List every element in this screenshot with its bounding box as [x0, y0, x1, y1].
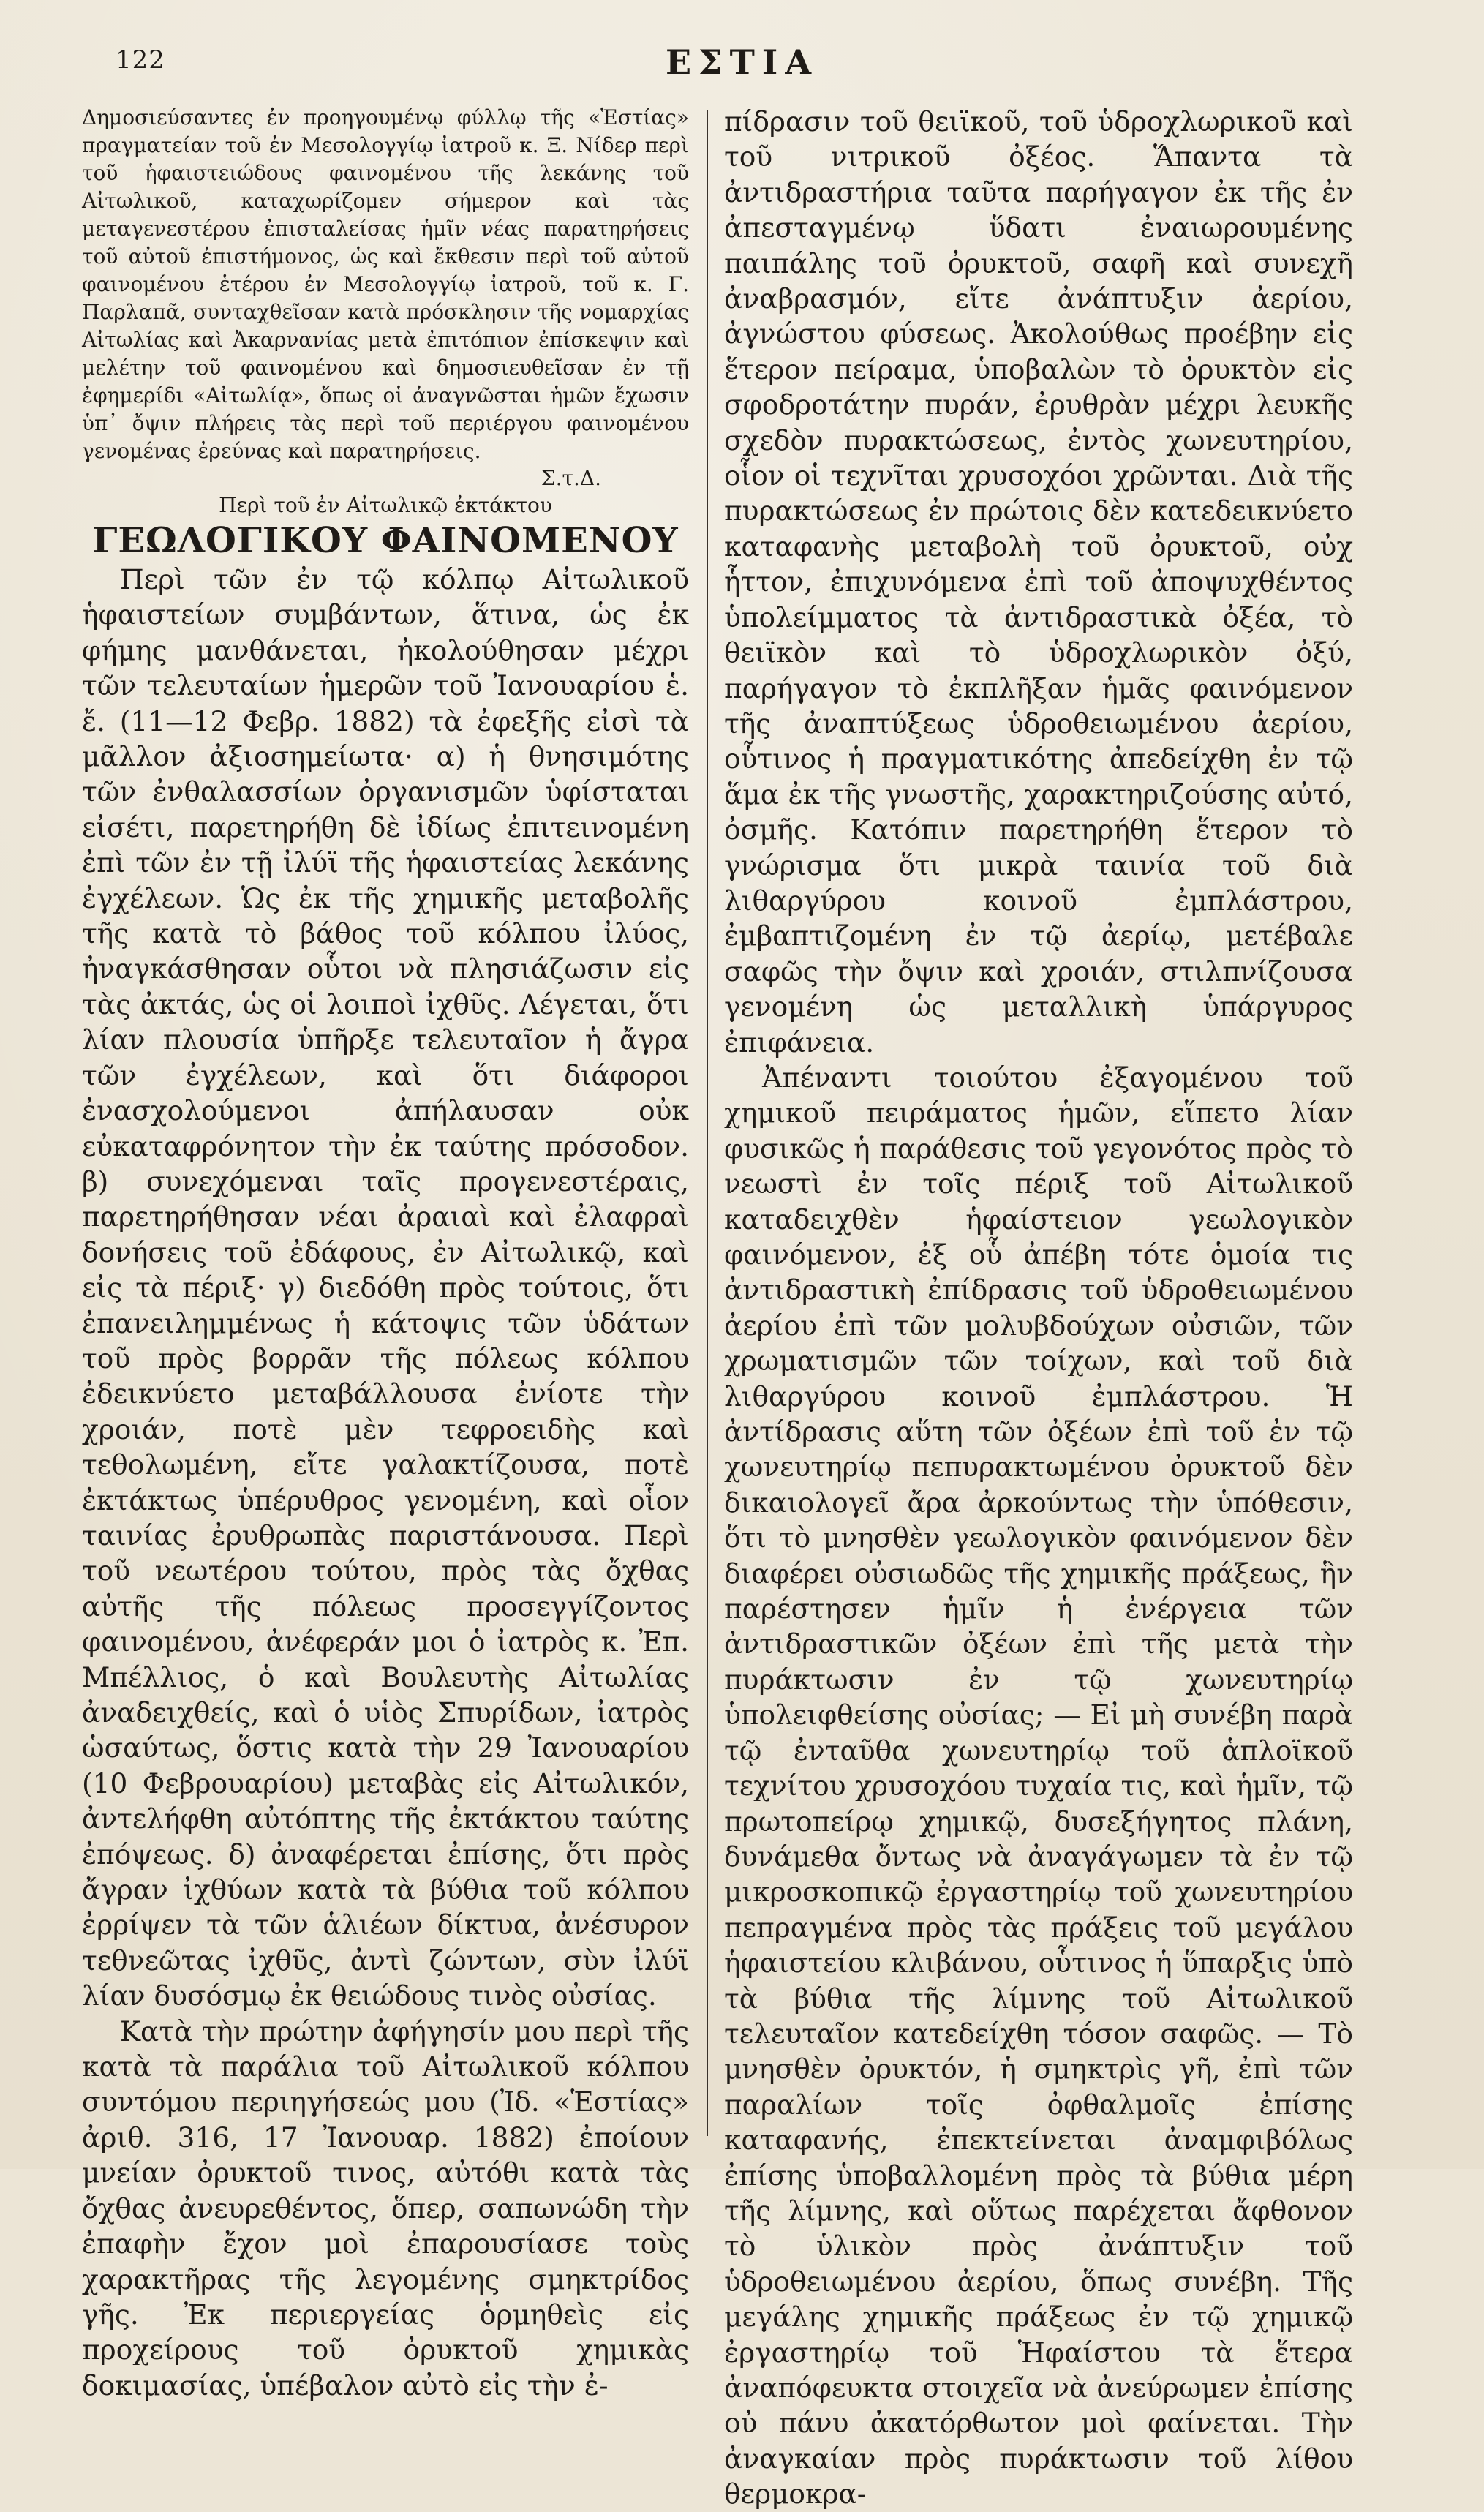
page-number: 122 [116, 45, 165, 75]
article-paragraph: Ἀπέναντι τοιούτου ἐξαγομένου τοῦ χημικοῦ πειράματος ἡμῶν, εἵπετο λίαν φυσικῶς ἡ παράθεσις τοῦ γεγονότος πρὸς τὸ νεωστὶ ἐν τοῖς πέριξ τοῦ Αἰτωλικοῦ καταδειχθὲν ἡφαίστειον γεωλογικὸν φαινόμενον, ἐξ οὗ ἀπέβη τότε ὁμοία τις ἀντιδραστικὴ ἐπίδρασις τοῦ ὑδροθειωμένου ἀερίου ἐπὶ τῶν μολυβδούχων οὐσιῶν, τῶν χρωματισμῶν τῶν τοίχων, καὶ τοῦ διὰ λιθαργύρου κοινοῦ ἐμπλάστρου. Ἡ ἀντίδρασις αὕτη τῶν ὀξέων ἐπὶ τοῦ ἐν τῷ χωνευτηρίῳ πεπυρακτωμένου ὀρυκτοῦ δὲν δικαιολογεῖ ἄρα ἀρκούντως τὴν ὑπόθεσιν, ὅτι τὸ μνησθὲν γεωλογικὸν φαινόμενον δὲν διαφέρει οὐσιωδῶς τῆς χημικῆς πράξεως, ἣν παρέστησεν ἡμῖν ἡ ἐνέργεια τῶν ἀντιδραστικῶν ὀξέων ἐπὶ τῆς μετὰ τὴν πυράκτωσιν ἐν τῷ χωνευτηρίῳ ὑπολειφθείσης οὐσίας; — Εἰ μὴ συνέβη παρὰ τῷ ἐνταῦθα χωνευτηρίῳ τοῦ ἁπλοϊκοῦ τεχνίτου χρυσοχόου τυχαία τις, καὶ ἡμῖν, τῷ πρωτοπείρῳ χημικῷ, δυσεξήγητος πλάνη, δυνάμεθα ὄντως νὰ ἀναγάγωμεν τὰ ἐν τῷ μικροσκοπικῷ ἐργαστηρίῳ τοῦ χωνευτηρίου πεπραγμένα πρὸς τὰς πράξεις τοῦ μεγάλου ἡφαιστείου κλιβάνου, οὗτινος ἡ ὕπαρξις ὑπὸ τὰ βύθια τῆς λίμνης τοῦ Αἰτωλικοῦ τελευταῖον κατεδείχθη τόσον σαφῶς. — Τὸ μνησθὲν ὀρυκτόν, ἡ σμηκτρὶς γῆ, ἐπὶ τῶν παραλίων τοῖς ὀφθαλμοῖς ἐπίσης καταφανής, ἐπεκτείνεται ἀναμφιβόλως ἐπίσης ὑποβαλλομένη πρὸς τὰ βύθια μέρη τῆς λίμνης, καὶ οὕτως παρέχεται ἄφθονον τὸ ὑλικὸν πρὸς ἀνάπτυξιν τοῦ ὑδροθειωμένου ἀερίου, ὅπως συνέβη. Τῆς μεγάλης χημικῆς πράξεως ἐν τῷ χημικῷ ἐργαστηρίῳ τοῦ Ἡφαίστου τὰ ἕτερα ἀναπόφευκτα στοιχεῖα νὰ ἀνεύρωμεν ἐπίσης οὐ πάνυ ἀκατόρθωτον μοὶ φαίνεται. Τὴν ἀναγκαίαν πρὸς πυράκτωσιν τοῦ λίθου θερμοκρα- [724, 1061, 1353, 2511]
masthead-title: ΕΣΤΙΑ [665, 42, 819, 82]
right-column [724, 104, 1353, 2511]
left-column [82, 104, 689, 2402]
editorial-signature: Σ.τ.Δ. [541, 466, 601, 490]
article-paragraph: Κατὰ τὴν πρώτην ἀφήγησίν μου περὶ τῆς κατὰ τὰ παράλια τοῦ Αἰτωλικοῦ κόλπου συντόμου περιηγήσεώς μου (Ἰδ. «Ἑστίας» ἀριθ. 316, 17 Ἰανουαρ. 1882) ἐποίουν μνείαν ὀρυκτοῦ τινος, αὐτόθι κατὰ τὰς ὄχθας ἀνευρεθέντος, ὅπερ, σαπωνώδη τὴν ἐπαφὴν ἔχον μοὶ ἐπαρουσίασε τοὺς χαρακτῆρας τῆς λεγομένης σμηκτρίδος γῆς. Ἐκ περιεργείας ὁρμηθεὶς εἰς προχείρους τοῦ ὀρυκτοῦ χημικὰς δοκιμασίας, ὑπέβαλον αὐτὸ εἰς τὴν ἐ- [82, 2015, 689, 2402]
article-paragraph: πίδρασιν τοῦ θειϊκοῦ, τοῦ ὑδροχλωρικοῦ καὶ τοῦ νιτρικοῦ ὀξέος. Ἅπαντα τὰ ἀντιδραστήρια ταῦτα παρήγαγον ἐκ τῆς ἐν ἀπεσταγμένῳ ὕδατι ἐναιωρουμένης παιπάλης τοῦ ὀρυκτοῦ, σαφῆ καὶ συνεχῆ ἀναβρασμόν, εἴτε ἀνάπτυξιν ἀερίου, ἀγνώστου φύσεως. Ἀκολούθως προέβην εἰς ἕτερον πείραμα, ὑποβαλὼν τὸ ὀρυκτὸν εἰς σφοδροτάτην πυράν, ἐρυθρὰν μέχρι λευκῆς σχεδὸν πυρακτώσεως, ἐντὸς χωνευτηρίου, οἷον οἱ τεχνῖται χρυσοχόοι χρῶνται. Διὰ τῆς πυρακτώσεως ἐν πρώτοις δὲν κατεδεικνύετο καταφανὴς μεταβολὴ τοῦ ὀρυκτοῦ, οὐχ ἧττον, ἐπιχυνόμενα ἐπὶ τοῦ ἀποψυχθέντος ὑπολείμματος τὰ ἀντιδραστικὰ ὀξέα, τὸ θειϊκὸν καὶ τὸ ὑδροχλωρικὸν ὀξύ, παρήγαγον τὸ ἐκπλῆξαν ἡμᾶς φαινόμενον τῆς ἀναπτύξεως ὑδροθειωμένου ἀερίου, οὗτινος ἡ πραγματικότης ἀπεδείχθη ἐν τῷ ἅμα ἐκ τῆς γνωστῆς, χαρακτηριζούσης αὐτό, ὀσμῆς. Κατόπιν παρετηρήθη ἕτερον τὸ γνώρισμα ὅτι μικρὰ ταινία τοῦ διὰ λιθαργύρου κοινοῦ ἐμπλάστρου, ἐμβαπτιζομένη ἐν τῷ ἀερίῳ, μετέβαλε σαφῶς τὴν ὄψιν καὶ χροιάν, στιλπνίζουσα γενομένη ὡς μεταλλικὴ ὑπάργυρος ἐπιφάνεια. [724, 105, 1353, 1058]
article-paragraph: Περὶ τῶν ἐν τῷ κόλπῳ Αἰτωλικοῦ ἡφαιστείων συμβάντων, ἅτινα, ὡς ἐκ φήμης μανθάνεται, ἠκολούθησαν μέχρι τῶν τελευταίων ἡμερῶν τοῦ Ἰανουαρίου ἑ. ἔ. (11—12 Φεβρ. 1882) τὰ ἐφεξῆς εἰσὶ τὰ μᾶλλον ἀξιοσημείωτα· α) ἡ θνησιμότης τῶν ἐνθαλασσίων ὀργανισμῶν ὑφίσταται εἰσέτι, παρετηρήθη δὲ ἰδίως ἐπιτεινομένη ἐπὶ τῶν ἐν τῇ ἰλύϊ τῆς ἡφαιστείας λεκάνης ἐγχέλεων. Ὡς ἐκ τῆς χημικῆς μεταβολῆς τῆς κατὰ τὸ βάθος τοῦ κόλπου ἰλύος, ἠναγκάσθησαν οὗτοι νὰ πλησιάζωσιν εἰς τὰς ἀκτάς, ὡς οἱ λοιποὶ ἰχθῦς. Λέγεται, ὅτι λίαν πλουσία ὑπῆρξε τελευταῖον ἡ ἄγρα τῶν ἐγχέλεων, καὶ ὅτι διάφοροι ἐνασχολούμενοι ἀπήλαυσαν οὐκ εὐκαταφρόνητον τὴν ἐκ ταύτης πρόσοδον. β) συνεχόμεναι ταῖς προγενεστέραις, παρετηρήθησαν νέαι ἀραιαὶ καὶ ἐλαφραὶ δονήσεις τοῦ ἐδάφους, ἐν Αἰτωλικῷ, καὶ εἰς τὰ πέριξ· γ) διεδόθη πρὸς τούτοις, ὅτι ἐπανειλημμένως ἡ κάτοψις τῶν ὑδάτων τοῦ πρὸς βορρᾶν τῆς πόλεως κόλπου ἐδεικνύετο μεταβάλλουσα ἐνίοτε τὴν χροιάν, ποτὲ μὲν τεφροειδὴς καὶ τεθολωμένη, εἴτε γαλακτίζουσα, ποτὲ ἐκτάκτως ὑπέρυθρος γενομένη, καὶ οἷον ταινίας ἐρυθρωπὰς παριστάνουσα. Περὶ τοῦ νεωτέρου τούτου, πρὸς τὰς ὄχθας αὐτῆς τῆς πόλεως προσεγγίζοντος φαινομένου, ἀνέφεράν μοι ὁ ἰατρὸς κ. Ἐπ. Μπέλλιος, ὁ καὶ Βουλευτὴς Αἰτωλίας ἀναδειχθείς, καὶ ὁ υἱὸς Σπυρίδων, ἰατρὸς ὡσαύτως, ὅστις κατὰ τὴν 29 Ἰανουαρίου (10 Φεβρουαρίου) μεταβὰς εἰς Αἰτωλικόν, ἀντελήφθη αὐτόπτης τῆς ἐκτάκτου ταύτης ἐπόψεως. δ) ἀναφέρεται ἐπίσης, ὅτι πρὸς ἄγραν ἰχθύων κατὰ τὰ βύθια τοῦ κόλπου ἐρρίψεν τὰ τῶν ἁλιέων δίκτυα, ἀνέσυρον τεθνεῶτας ἰχθῦς, ἀντὶ ζώντων, σὺν ἰλύϊ λίαν δυσόσμῳ ἐκ θειώδους τινὸς οὐσίας. [82, 563, 689, 2012]
article-title: ΓΕΩΛΟΓΙΚΟΥ ΦΑΙΝΟΜΕΝΟΥ [92, 520, 679, 561]
article-subtitle: Περὶ τοῦ ἐν Αἰτωλικῷ ἐκτάκτου [219, 493, 552, 517]
page-header [0, 42, 1484, 89]
editorial-intro: Δημοσιεύσαντες ἐν προηγουμένῳ φύλλῳ τῆς «Ἑστίας» πραγματείαν τοῦ ἐν Μεσολογγίῳ ἰατροῦ κ. Ξ. Νίδερ περὶ τοῦ ἡφαιστειώδους φαινομένου τῆς λεκάνης τοῦ Αἰτωλικοῦ, καταχωρίζομεν σήμερον καὶ τὰς μεταγενεστέρου ἐπισταλείσας ἡμῖν νέας παρατηρήσεις τοῦ αὐτοῦ ἐπιστήμονος, ὡς καὶ ἔκθεσιν περὶ τοῦ αὐτοῦ φαινομένου ἑτέρου ἐν Μεσολογγίῳ ἰατροῦ, τοῦ κ. Γ. Παρλαπᾶ, συνταχθεῖσαν κατὰ πρόσκλησιν τῆς νομαρχίας Αἰτωλίας καὶ Ἀκαρνανίας μετὰ ἐπιτόπιον ἐπίσκεψιν καὶ μελέτην τοῦ φαινομένου καὶ δημοσιευθεῖσαν ἐν τῇ ἐφημερίδι «Αἰτωλίᾳ», ὅπως οἱ ἀναγνῶσται ἡμῶν ἔχωσιν ὑπ᾽ ὄψιν πλήρεις τὰς περὶ τοῦ περιέργου φαινομένου γενομένας ἐρεύνας καὶ παρατηρήσεις. [82, 105, 689, 463]
column-divider [707, 110, 708, 2136]
